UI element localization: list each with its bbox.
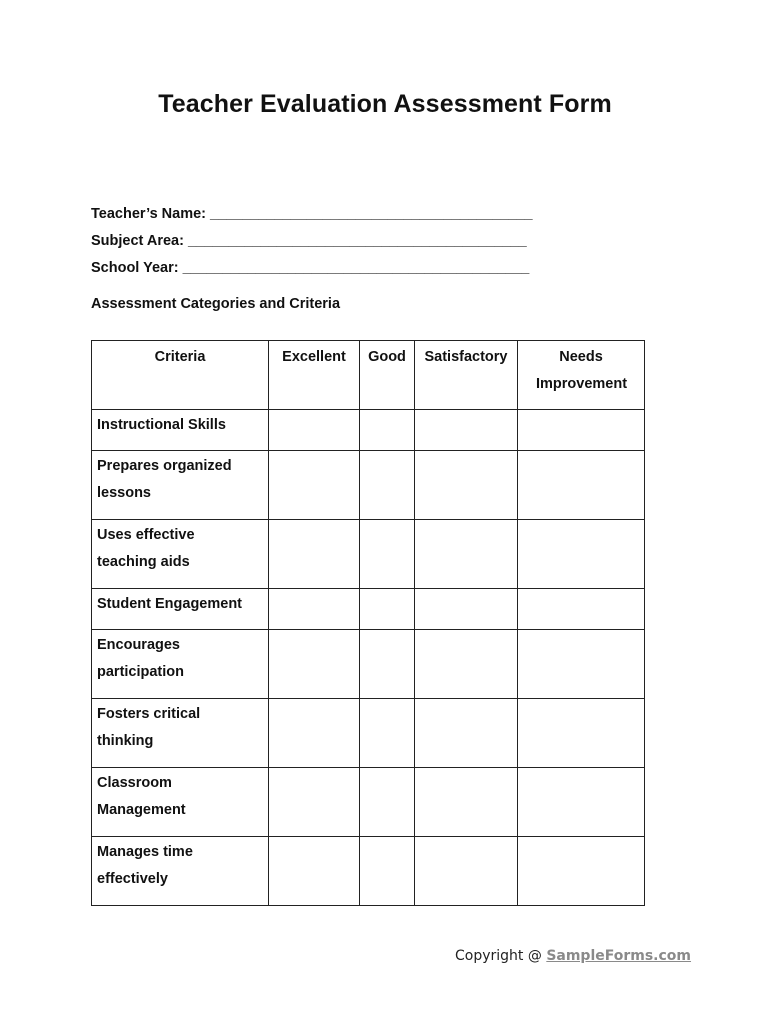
teacher-name-field[interactable] bbox=[91, 201, 533, 228]
header-needs-improvement-label: Needs Improvement bbox=[536, 349, 628, 392]
teacher-name-blank[interactable]: ________________________________________ bbox=[210, 206, 533, 222]
good-cell[interactable] bbox=[360, 520, 415, 589]
criteria-text: Fosters critical thinking bbox=[97, 706, 201, 749]
table-row bbox=[92, 837, 645, 906]
good-cell[interactable] bbox=[360, 768, 415, 837]
assessment-table bbox=[91, 340, 645, 906]
copyright-prefix: Copyright @ bbox=[455, 948, 547, 964]
criteria-text: Prepares organized lessons bbox=[97, 458, 232, 501]
criteria-text: Encourages participation bbox=[97, 637, 185, 680]
header-criteria: Criteria bbox=[92, 341, 269, 410]
criteria-text: Classroom Management bbox=[97, 775, 186, 818]
needs-improvement-cell[interactable] bbox=[518, 410, 645, 451]
criteria-cell: Student Engagement bbox=[92, 589, 269, 630]
subject-area-blank[interactable]: __________________________________________ bbox=[187, 233, 527, 249]
excellent-cell[interactable] bbox=[269, 451, 360, 520]
needs-improvement-cell[interactable] bbox=[518, 699, 645, 768]
good-cell[interactable] bbox=[360, 410, 415, 451]
table-row bbox=[92, 451, 645, 520]
needs-improvement-cell[interactable] bbox=[518, 768, 645, 837]
teacher-name-label: Teacher’s Name: bbox=[91, 206, 206, 222]
criteria-cell bbox=[92, 451, 269, 520]
table-row bbox=[92, 520, 645, 589]
table-row bbox=[92, 699, 645, 768]
needs-improvement-cell[interactable] bbox=[518, 837, 645, 906]
table-header-row bbox=[92, 341, 645, 410]
satisfactory-cell[interactable] bbox=[415, 768, 518, 837]
excellent-cell[interactable] bbox=[269, 699, 360, 768]
excellent-cell[interactable] bbox=[269, 837, 360, 906]
header-needs-improvement bbox=[518, 341, 645, 410]
subject-area-label: Subject Area: bbox=[91, 233, 184, 249]
excellent-cell[interactable] bbox=[269, 630, 360, 699]
section-heading: Assessment Categories and Criteria bbox=[91, 296, 341, 312]
satisfactory-cell[interactable] bbox=[415, 630, 518, 699]
good-cell[interactable] bbox=[360, 451, 415, 520]
criteria-cell bbox=[92, 837, 269, 906]
school-year-field[interactable] bbox=[91, 255, 533, 282]
criteria-cell bbox=[92, 520, 269, 589]
school-year-label: School Year: bbox=[91, 260, 179, 276]
satisfactory-cell[interactable] bbox=[415, 410, 518, 451]
good-cell[interactable] bbox=[360, 589, 415, 630]
school-year-blank[interactable]: ___________________________________________ bbox=[182, 260, 530, 276]
criteria-cell bbox=[92, 768, 269, 837]
satisfactory-cell[interactable] bbox=[415, 520, 518, 589]
needs-improvement-cell[interactable] bbox=[518, 630, 645, 699]
header-satisfactory: Satisfactory bbox=[415, 341, 518, 410]
criteria-cell bbox=[92, 699, 269, 768]
table-row bbox=[92, 410, 645, 451]
satisfactory-cell[interactable] bbox=[415, 589, 518, 630]
satisfactory-cell[interactable] bbox=[415, 837, 518, 906]
sampleforms-link[interactable]: SampleForms.com bbox=[546, 948, 692, 964]
table-row bbox=[92, 589, 645, 630]
info-fields bbox=[91, 201, 533, 282]
criteria-text: Uses effective teaching aids bbox=[97, 527, 195, 570]
excellent-cell[interactable] bbox=[269, 768, 360, 837]
excellent-cell[interactable] bbox=[269, 410, 360, 451]
needs-improvement-cell[interactable] bbox=[518, 451, 645, 520]
criteria-cell bbox=[92, 630, 269, 699]
criteria-text: Manages time effectively bbox=[97, 844, 193, 887]
excellent-cell[interactable] bbox=[269, 589, 360, 630]
subject-area-field[interactable] bbox=[91, 228, 533, 255]
header-excellent: Excellent bbox=[269, 341, 360, 410]
needs-improvement-cell[interactable] bbox=[518, 589, 645, 630]
excellent-cell[interactable] bbox=[269, 520, 360, 589]
page-title: Teacher Evaluation Assessment Form bbox=[158, 90, 612, 118]
criteria-cell: Instructional Skills bbox=[92, 410, 269, 451]
good-cell[interactable] bbox=[360, 837, 415, 906]
header-good: Good bbox=[360, 341, 415, 410]
needs-improvement-cell[interactable] bbox=[518, 520, 645, 589]
table-row bbox=[92, 630, 645, 699]
table-row bbox=[92, 768, 645, 837]
satisfactory-cell[interactable] bbox=[415, 699, 518, 768]
copyright-footer bbox=[455, 948, 691, 964]
good-cell[interactable] bbox=[360, 630, 415, 699]
good-cell[interactable] bbox=[360, 699, 415, 768]
satisfactory-cell[interactable] bbox=[415, 451, 518, 520]
